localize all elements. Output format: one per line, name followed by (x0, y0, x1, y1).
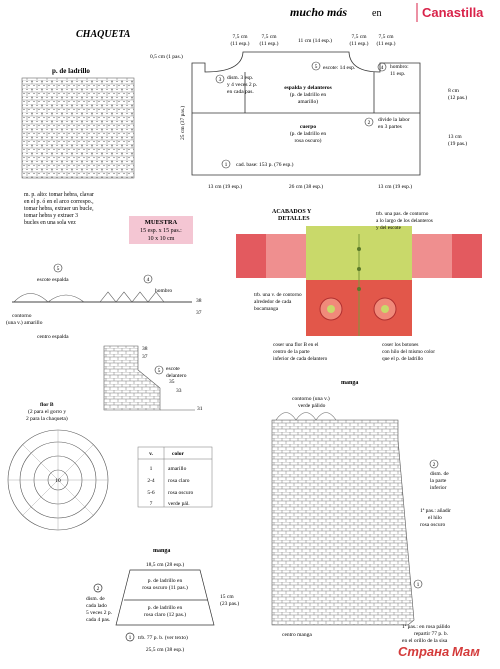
color-table-text (147, 451, 193, 507)
svg-text:coser una flor B en el: coser una flor B en el (273, 342, 319, 348)
svg-text:33: 33 (176, 388, 182, 394)
svg-text:37: 37 (196, 310, 202, 316)
svg-text:dism. de: dism. de (86, 596, 105, 602)
svg-text:(p. de ladrillo en: (p. de ladrillo en (289, 131, 327, 137)
muestra-title: MUESTRA (144, 219, 178, 226)
svg-text:escote: 14 esp.: escote: 14 esp. (323, 65, 356, 71)
svg-text:tomar hebra y extraer 3: tomar hebra y extraer 3 (24, 213, 79, 219)
svg-text:1: 1 (149, 466, 153, 472)
svg-text:(11 esp.): (11 esp.) (349, 41, 369, 47)
svg-text:0,5 cm (1 pas.): 0,5 cm (1 pas.) (150, 54, 183, 60)
svg-text:dism. de: dism. de (430, 471, 449, 477)
svg-text:y del escote: y del escote (376, 225, 402, 231)
acabados-title (272, 209, 312, 222)
chaqueta-title: CHAQUETA (76, 29, 131, 40)
svg-text:centro espalda: centro espalda (37, 334, 69, 340)
svg-text:bucles en una sola vez: bucles en una sola vez (24, 220, 76, 226)
svg-text:repartir 77 p. b.: repartir 77 p. b. (414, 631, 449, 637)
svg-text:inferior: inferior (430, 485, 447, 491)
svg-text:25,5 cm (38 esp.): 25,5 cm (38 esp.) (145, 647, 185, 653)
svg-text:37: 37 (142, 354, 148, 360)
stitch-chart (22, 78, 134, 178)
svg-text:5 veces 2 p.: 5 veces 2 p. (86, 610, 112, 616)
svg-text:centro de la parte: centro de la parte (273, 349, 310, 355)
svg-text:7,5 cm: 7,5 cm (351, 34, 367, 40)
svg-text:cada lado: cada lado (86, 603, 107, 609)
svg-text:8 cm: 8 cm (448, 88, 459, 94)
svg-text:3: 3 (218, 77, 222, 83)
svg-text:2: 2 (432, 462, 436, 468)
svg-text:5: 5 (56, 266, 60, 272)
svg-text:ACABADOS Y: ACABADOS Y (272, 209, 312, 215)
svg-text:1ª pas.: en rosa pálido: 1ª pas.: en rosa pálido (402, 624, 451, 630)
svg-text:15 cm: 15 cm (220, 594, 234, 600)
svg-text:contorno (una v.): contorno (una v.) (292, 396, 330, 402)
svg-text:tomar hebra, extraer un bucle,: tomar hebra, extraer un bucle, (24, 206, 94, 212)
svg-text:rosa oscuro (11 pas.): rosa oscuro (11 pas.) (142, 585, 188, 591)
header-brand: Canastilla (422, 5, 484, 20)
svg-text:p. de ladrillo en: p. de ladrillo en (147, 605, 183, 611)
svg-text:11 esp.: 11 esp. (390, 71, 406, 77)
neck-chart-labels (6, 266, 202, 340)
stitch-title: p. de ladrillo (52, 67, 90, 75)
header-en: en (372, 8, 382, 19)
svg-text:(11 esp.): (11 esp.) (259, 41, 279, 47)
svg-text:escote: escote (166, 366, 180, 372)
svg-text:(2 para el gorro y: (2 para el gorro y (28, 409, 67, 415)
svg-text:rosa claro: rosa claro (168, 478, 190, 484)
svg-text:rosa oscuro): rosa oscuro) (294, 138, 322, 144)
flor-title (26, 402, 68, 422)
stitch-desc (24, 192, 94, 226)
svg-text:7,5 cm: 7,5 cm (261, 34, 277, 40)
svg-text:(11 esp.): (11 esp.) (230, 41, 250, 47)
svg-text:2: 2 (367, 120, 371, 126)
svg-text:1: 1 (224, 162, 228, 168)
svg-text:(23 pas.): (23 pas.) (220, 601, 240, 607)
flor-center: 10 (55, 478, 61, 484)
svg-text:v.: v. (149, 451, 153, 457)
svg-text:amarillo: amarillo (168, 466, 187, 472)
svg-text:p. de ladrillo en: p. de ladrillo en (147, 578, 183, 584)
svg-text:18,5 cm (28 esp.): 18,5 cm (28 esp.) (145, 562, 185, 568)
manga-schematic-labels (86, 561, 239, 653)
svg-text:2: 2 (96, 586, 100, 592)
svg-text:cad. base: 153 p. (76 esp.): cad. base: 153 p. (76 esp.) (236, 162, 294, 168)
svg-text:Мам: Мам (452, 644, 480, 659)
watermark (398, 644, 480, 659)
svg-text:color: color (172, 451, 184, 457)
svg-text:en 3 partes: en 3 partes (378, 124, 402, 130)
svg-text:38: 38 (196, 298, 202, 304)
svg-text:13 cm (19 esp.): 13 cm (19 esp.) (377, 184, 413, 190)
svg-text:m. p. alto: tomar hebra, clava: m. p. alto: tomar hebra, clavar (24, 192, 94, 198)
svg-text:trb. una v. de contorno: trb. una v. de contorno (254, 292, 302, 298)
svg-text:2 para la chaqueta): 2 para la chaqueta) (26, 416, 68, 422)
svg-text:contorno: contorno (12, 313, 32, 319)
svg-text:alrededor de cada: alrededor de cada (254, 299, 292, 305)
manga-chart-title: manga (341, 380, 359, 386)
svg-text:delantero: delantero (166, 373, 187, 379)
svg-text:en el orillo de la sisa: en el orillo de la sisa (402, 638, 448, 644)
jacket-illustration (236, 226, 482, 336)
manga-schematic-title: manga (153, 548, 171, 554)
svg-text:rosa claro (12 pas.): rosa claro (12 pas.) (143, 612, 187, 618)
svg-text:5: 5 (314, 64, 318, 70)
svg-text:el hilo: el hilo (428, 515, 442, 521)
svg-text:(12 pas.): (12 pas.) (448, 95, 468, 101)
svg-text:2-4: 2-4 (147, 478, 155, 484)
svg-text:7,5 cm: 7,5 cm (232, 34, 248, 40)
manga-chart (272, 413, 438, 626)
svg-text:en el p. ó en el arco correspo: en el p. ó en el arco correspo., (24, 199, 94, 205)
svg-text:escote espalda: escote espalda (37, 277, 69, 283)
svg-text:5-6: 5-6 (147, 490, 155, 496)
svg-text:1: 1 (416, 582, 420, 588)
svg-text:a lo largo de los delanteros: a lo largo de los delanteros (376, 218, 433, 224)
svg-text:flor B: flor B (40, 402, 54, 408)
svg-text:divide la labor: divide la labor (378, 117, 410, 123)
svg-text:31: 31 (197, 406, 203, 412)
svg-text:verde pálido: verde pálido (298, 403, 326, 409)
svg-text:38: 38 (142, 346, 148, 352)
svg-text:en cada pas.: en cada pas. (227, 89, 254, 95)
svg-text:cuerpo: cuerpo (299, 124, 317, 130)
svg-text:(p. de ladrillo en: (p. de ladrillo en (289, 92, 327, 98)
svg-text:4: 4 (146, 277, 150, 283)
svg-text:11 cm (14 esp.): 11 cm (14 esp.) (297, 38, 333, 44)
svg-text:1: 1 (128, 635, 132, 641)
svg-text:trb. 77 p. b. (ver texto): trb. 77 p. b. (ver texto) (138, 635, 188, 641)
svg-text:DETALLES: DETALLES (278, 216, 310, 222)
svg-text:Страна: Страна (398, 644, 450, 659)
svg-text:cada 4 pas.: cada 4 pas. (86, 617, 111, 623)
svg-text:13 cm (19 esp.): 13 cm (19 esp.) (207, 184, 243, 190)
svg-text:(11 esp.): (11 esp.) (376, 41, 396, 47)
svg-text:trb. una pas. de contorno: trb. una pas. de contorno (376, 211, 429, 217)
svg-text:amarillo): amarillo) (297, 99, 319, 105)
svg-text:dism. 3 esp.: dism. 3 esp. (227, 75, 254, 81)
svg-text:(19 pas.): (19 pas.) (448, 141, 468, 147)
svg-text:25 cm (37 pas.): 25 cm (37 pas.) (180, 105, 186, 140)
svg-text:13 cm: 13 cm (448, 134, 462, 140)
body-schematic (192, 52, 420, 175)
svg-text:hombro:: hombro: (390, 64, 409, 70)
svg-text:35: 35 (169, 379, 175, 385)
svg-text:bocamanga: bocamanga (254, 306, 279, 312)
svg-text:4: 4 (380, 65, 384, 71)
svg-text:coser los botones: coser los botones (382, 342, 419, 348)
neck-chart (12, 264, 192, 302)
svg-text:5: 5 (157, 368, 161, 374)
muestra-line2: 10 x 10 cm (147, 236, 175, 242)
svg-text:7,5 cm: 7,5 cm (378, 34, 394, 40)
muestra-line1: 15 esp. x 15 pas.: (140, 228, 182, 234)
svg-text:que el p. de ladrillo: que el p. de ladrillo (382, 356, 424, 362)
svg-text:26 cm (38 esp.): 26 cm (38 esp.) (288, 184, 324, 190)
svg-text:con hilo del mismo color: con hilo del mismo color (382, 349, 435, 355)
svg-text:centro manga: centro manga (282, 632, 312, 638)
svg-text:(una v.) amarillo: (una v.) amarillo (6, 320, 43, 326)
svg-text:inferior de cada delantero: inferior de cada delantero (273, 356, 328, 362)
svg-text:1ª pas.: añadir: 1ª pas.: añadir (420, 508, 451, 514)
svg-text:7: 7 (149, 501, 153, 507)
svg-text:verde pál.: verde pál. (168, 501, 190, 507)
svg-text:rosa oscuro: rosa oscuro (168, 490, 194, 496)
svg-text:la parte: la parte (430, 478, 447, 484)
svg-text:rosa oscuro: rosa oscuro (420, 522, 446, 528)
svg-text:y 4 veces 2 p.: y 4 veces 2 p. (227, 82, 258, 88)
header-mucho-mas: mucho más (290, 5, 348, 19)
svg-text:hombro: hombro (155, 288, 173, 294)
svg-text:espalda y delanteros: espalda y delanteros (284, 85, 332, 91)
